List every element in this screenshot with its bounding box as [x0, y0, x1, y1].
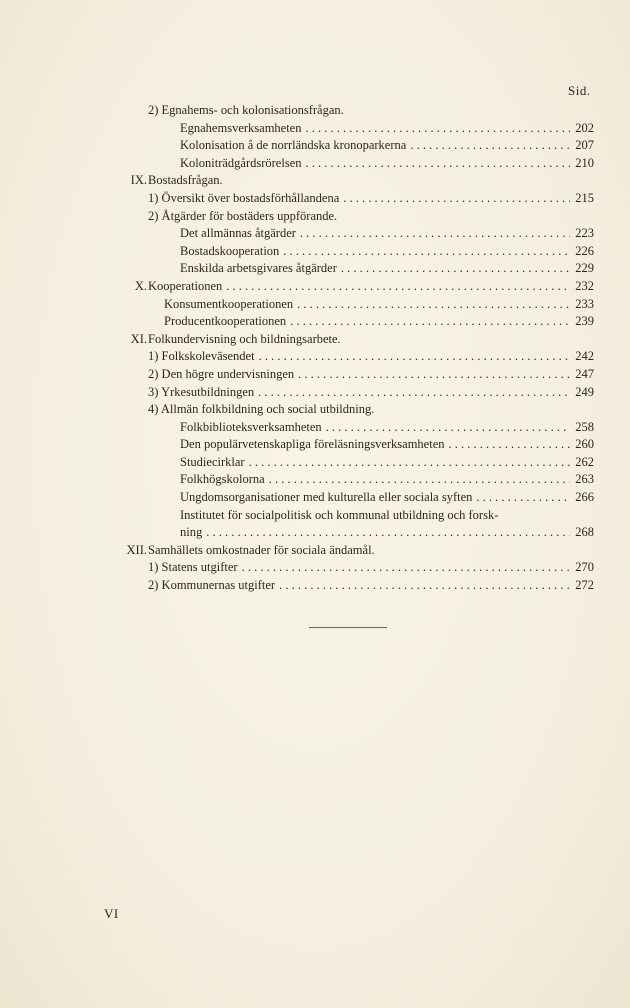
toc-entry: Ungdomsorganisationer med kulturella eller sociala syften . . . 266: [104, 489, 594, 507]
toc-chapter: IX. Bostadsfrågan.: [130, 173, 223, 188]
toc-entry: 3) Yrkesutbildningen . . . 249: [104, 384, 594, 402]
toc-entry: Studiecirklar . . . 262: [104, 454, 594, 472]
toc-entry: Egnahemsverksamheten . . . 202: [104, 120, 594, 138]
toc-heading: 2) Egnahems- och kolonisationsfrågan.: [148, 103, 344, 117]
toc-chapter: XI. Folkundervisning och bildningsarbete.: [130, 331, 341, 346]
toc-heading: 4) Allmän folkbildning och social utbildning.: [148, 402, 375, 417]
toc-entry: Bostadskooperation . . . 226: [104, 243, 594, 261]
toc-entry: 1) Statens utgifter . . . 270: [104, 559, 594, 577]
toc-entry-line1: Institutet för socialpolitisk och kommunal utbildning och forsk-: [180, 507, 499, 522]
toc-entry-line2: ning . . . 268: [104, 524, 594, 542]
section-divider: [309, 627, 387, 628]
toc-entry: Producentkooperationen . . . 239: [104, 313, 594, 331]
toc-entry: 1) Folkskoleväsendet . . . 242: [104, 348, 594, 366]
table-of-contents: [104, 102, 594, 595]
toc-entry: 1) Översikt över bostadsförhållandena . . . 215: [104, 190, 594, 208]
toc-entry: Konsumentkooperationen . . . 233: [104, 296, 594, 314]
toc-entry: Kolonisation å de norrländska kronoparkerna . . . 207: [104, 137, 594, 155]
page-number: VI: [104, 906, 119, 921]
toc-entry: Koloniträdgårdsrörelsen . . . 210: [104, 155, 594, 173]
toc-entry: Den populärvetenskapliga föreläsningsverksamheten . . . 260: [104, 436, 594, 454]
toc-chapter: XII. Samhällets omkostnader för sociala ändamål.: [126, 542, 375, 557]
toc-entry: Folkbiblioteksverksamheten . . . 258: [104, 419, 594, 437]
toc-entry: Enskilda arbetsgivares åtgärder . . . 229: [104, 260, 594, 278]
toc-chapter: X. Kooperationen . . . 232: [104, 278, 594, 296]
toc-entry: Folkhögskolorna . . . 263: [104, 471, 594, 489]
toc-entry: 2) Den högre undervisningen . . . 247: [104, 366, 594, 384]
toc-entry: Det allmännas åtgärder . . . 223: [104, 225, 594, 243]
page-column-header: Sid.: [568, 83, 591, 98]
toc-entry: 2) Kommunernas utgifter . . . 272: [104, 577, 594, 595]
toc-heading: 2) Åtgärder för bostäders uppförande.: [148, 208, 338, 223]
